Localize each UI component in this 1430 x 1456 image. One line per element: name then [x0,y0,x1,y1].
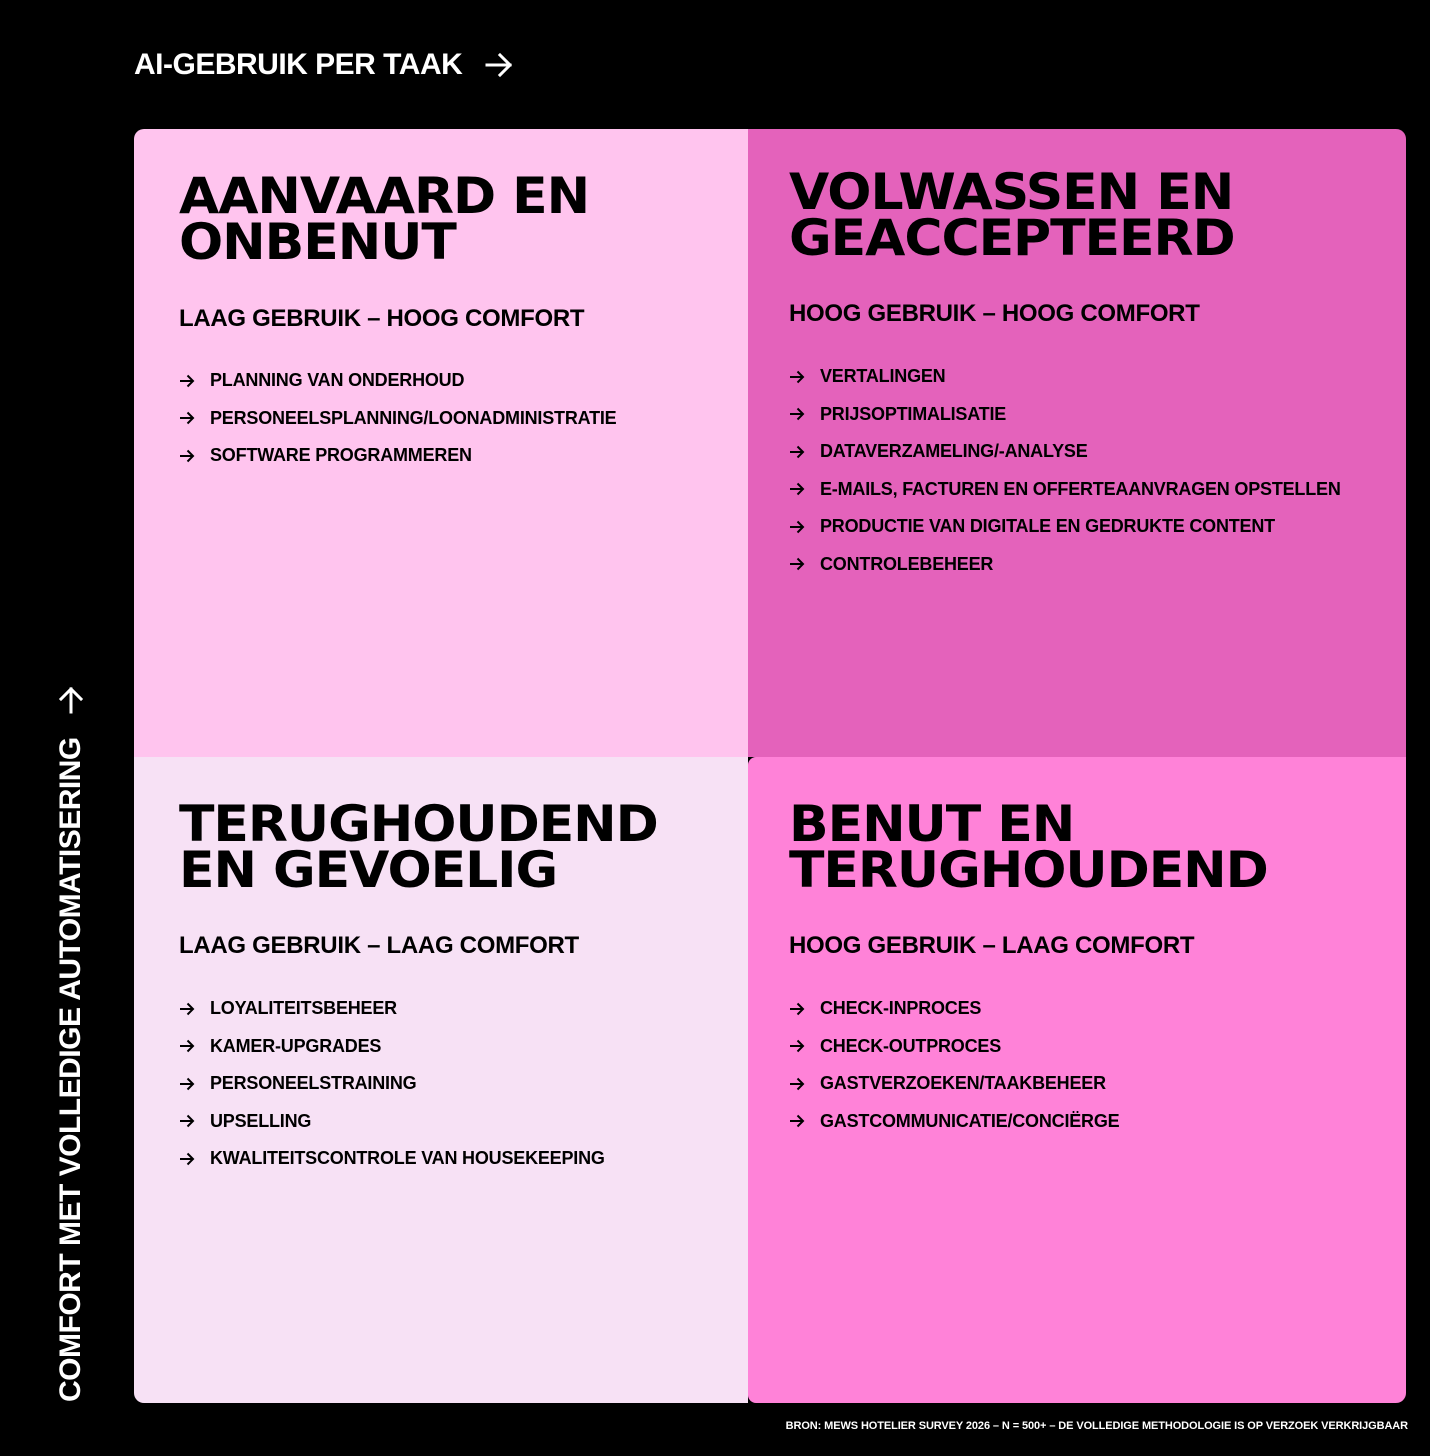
arrow-right-icon [789,406,805,422]
task-item [789,433,1341,471]
task-item-label: PRODUCTIE VAN DIGITALE EN GEDRUKTE CONTENT [820,516,1275,537]
task-item-label: PERSONEELSPLANNING/LOONADMINISTRATIE [210,407,617,428]
task-item-label: KAMER-UPGRADES [210,1035,382,1056]
task-item-label: SOFTWARE PROGRAMMEREN [210,445,472,466]
task-item-label: KWALITEITSCONTROLE VAN HOUSEKEEPING [210,1148,605,1169]
quadrant-title [179,795,658,899]
task-item [179,1028,605,1066]
quadrant-title-line: ONBENUT [179,213,456,271]
task-item-label: CHECK-OUTPROCES [820,1035,1002,1056]
arrow-right-icon [179,373,195,389]
arrow-right-icon [789,1113,805,1129]
quadrant-title-line: TERUGHOUDEND [179,795,658,853]
y-axis-label-text: COMFORT MET VOLLEDIGE AUTOMATISERING [54,737,87,1402]
task-item [179,400,616,438]
task-item-label: GASTVERZOEKEN/TAAKBEHEER [820,1073,1106,1094]
task-item-label: PERSONEELSTRAINING [210,1073,417,1094]
arrow-right-icon [484,50,514,80]
arrow-right-icon [789,481,805,497]
arrow-right-icon [789,1038,805,1054]
task-item [179,1103,605,1141]
x-axis-label-text: AI-GEBRUIK PER TAAK [134,48,463,81]
task-item-label: CONTROLEBEHEER [820,553,994,574]
task-item [789,358,1341,396]
task-item-label: UPSELLING [210,1110,312,1131]
arrow-right-icon [789,369,805,385]
task-item [179,1140,605,1178]
task-item [179,990,605,1028]
quadrant-bottom-left [134,757,748,1403]
quadrant-title [789,795,1268,899]
quadrant-title-line: BENUT EN [789,795,1075,853]
arrow-right-icon [179,448,195,464]
quadrant-top-right [748,129,1406,757]
task-item-label: PRIJSOPTIMALISATIE [820,403,1007,424]
arrow-right-icon [179,1001,195,1017]
quadrant-title [789,163,1235,267]
task-list [789,990,1119,1140]
task-item [789,546,1341,584]
arrow-right-icon [179,410,195,426]
quadrant-subtitle: HOOG GEBRUIK – HOOG COMFORT [789,300,1200,327]
arrow-right-icon [789,519,805,535]
task-item-label: GASTCOMMUNICATIE/CONCIËRGE [820,1110,1120,1131]
task-item [789,1028,1119,1066]
quadrant-matrix [134,129,1406,1403]
quadrant-title [179,167,590,271]
arrow-right-icon [179,1151,195,1167]
y-axis-label [48,685,94,1402]
quadrant-bottom-right [748,757,1406,1403]
task-item-label: DATAVERZAMELING/-ANALYSE [820,441,1088,462]
arrow-right-icon [789,556,805,572]
task-item [179,362,616,400]
quadrant-title-line: GEACCEPTEERD [789,209,1235,267]
task-item-label: VERTALINGEN [820,366,946,387]
arrow-right-icon [179,1076,195,1092]
quadrant-subtitle: HOOG GEBRUIK – LAAG COMFORT [789,932,1195,959]
quadrant-subtitle: LAAG GEBRUIK – LAAG COMFORT [179,932,579,959]
task-item-label: E-MAILS, FACTUREN EN OFFERTEAANVRAGEN OPSTELLEN [820,478,1341,499]
task-item [179,437,616,475]
task-list [179,990,605,1178]
arrow-up-icon [56,685,86,715]
task-item-label: LOYALITEITSBEHEER [210,998,397,1019]
x-axis-label [134,48,514,82]
quadrant-title-line: EN GEVOELIG [179,841,558,899]
task-item-label: PLANNING VAN ONDERHOUD [210,370,465,391]
task-list [179,362,616,475]
arrow-right-icon [179,1113,195,1129]
quadrant-subtitle: LAAG GEBRUIK – HOOG COMFORT [179,305,585,332]
task-item [789,990,1119,1028]
task-list [789,358,1341,583]
quadrant-title-line: VOLWASSEN EN [789,163,1234,221]
task-item [789,508,1341,546]
arrow-right-icon [179,1038,195,1054]
source-note: BRON: MEWS HOTELIER SURVEY 2026 – N = 500+ – DE VOLLEDIGE METHODOLOGIE IS OP VERZOEK VERKRIJGBAAR [785,1420,1408,1432]
arrow-right-icon [789,1001,805,1017]
arrow-right-icon [789,444,805,460]
task-item [789,1065,1119,1103]
task-item [789,396,1341,434]
task-item [789,1103,1119,1141]
quadrant-title-line: AANVAARD EN [179,167,590,225]
task-item-label: CHECK-INPROCES [820,998,982,1019]
task-item [179,1065,605,1103]
task-item [789,471,1341,509]
quadrant-top-left [134,129,748,757]
arrow-right-icon [789,1076,805,1092]
quadrant-title-line: TERUGHOUDEND [789,841,1268,899]
